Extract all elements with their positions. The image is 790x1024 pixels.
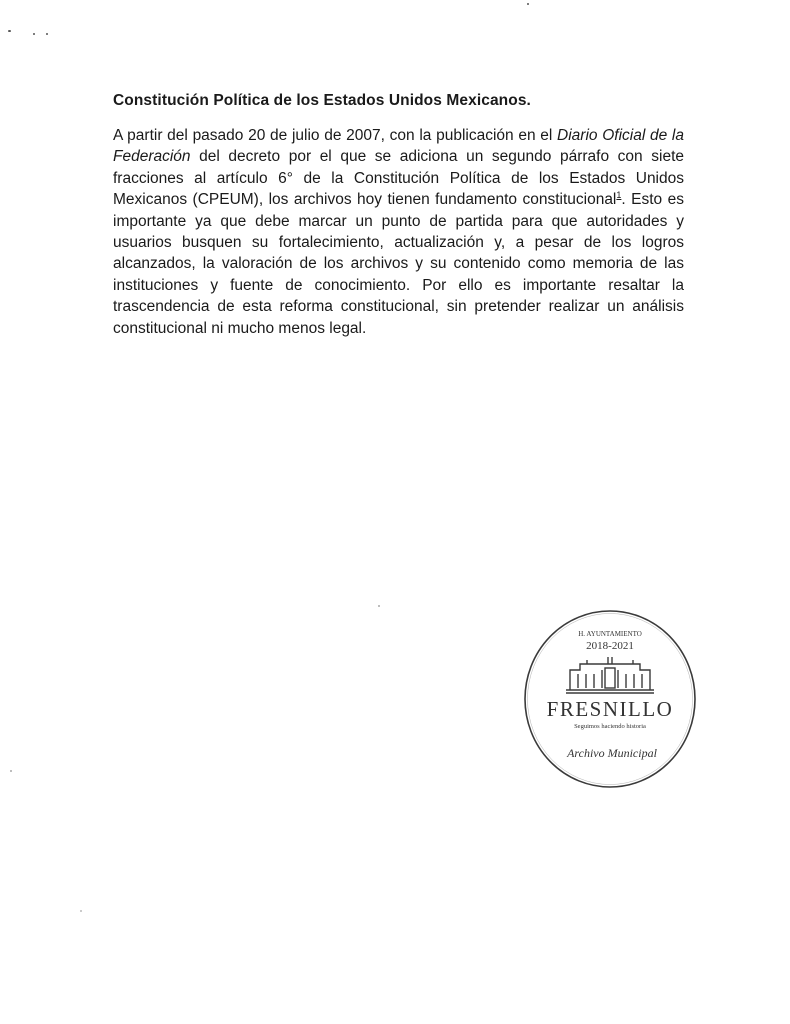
official-stamp-seal (522, 608, 698, 790)
stamp-slogan: Seguimos haciendo historia (574, 723, 646, 730)
stamp-top-text: H. AYUNTAMIENTO (578, 630, 642, 638)
footnote-reference[interactable]: 1 (616, 190, 622, 201)
municipal-building-icon (566, 657, 654, 693)
scan-speck (33, 33, 35, 35)
body-paragraph (113, 125, 684, 339)
paragraph-text: . Esto es importante ya que debe marcar un punto de partida para que autoridades y usuarios busquen su fortalecimiento, actualización y, a pesar de los logros alcanzados, la valoración de los archivos y su contenido como memoria de las instituciones y fuente de conocimiento. Por ello es importante resaltar la trascendencia de esta reforma constitucional, sin pretender realizar un análisis constitucional ni mucho menos legal. (113, 191, 684, 337)
scan-speck (80, 910, 82, 912)
paragraph-italic-publication: Diario Oficial de la Federación (113, 127, 684, 166)
scan-speck (10, 770, 12, 772)
stamp-department: Archivo Municipal (567, 746, 657, 760)
paragraph-text: A partir del pasado 20 de julio de 2007, con la publicación en el (113, 127, 558, 144)
paragraph-text: del decreto por el que se adiciona un segundo párrafo con siete fracciones al artículo 6° de la Constitución Política de los Estados Unidos Mexicanos (CPEUM), los archivos hoy tienen fundamento constitucional (113, 148, 684, 209)
stamp-years: 2018-2021 (586, 640, 634, 652)
stamp-graphic (522, 608, 698, 790)
stamp-name: FRESNILLO (546, 697, 674, 721)
document-title: Constitución Política de los Estados Unidos Mexicanos. (113, 92, 531, 109)
scan-speck (46, 33, 48, 35)
scan-speck (8, 30, 11, 32)
scan-speck (378, 605, 380, 607)
scan-speck (527, 3, 529, 5)
